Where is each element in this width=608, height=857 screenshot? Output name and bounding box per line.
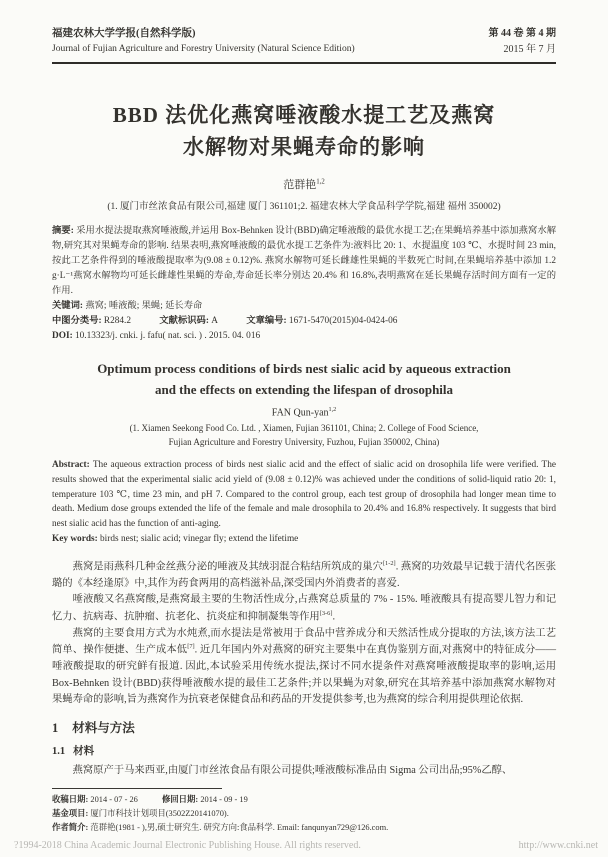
keywords-en-label: Key words:	[52, 534, 101, 545]
footnote-rule	[52, 788, 222, 789]
abstract-en-label: Abstract:	[52, 459, 93, 470]
body-paragraph-3	[52, 626, 556, 709]
abstract-cn-label: 摘要:	[52, 226, 77, 236]
fund-label: 基金项目:	[52, 809, 91, 819]
bio-label: 作者简介:	[52, 823, 91, 833]
keywords-en: birds nest; sialic acid; vinegar fly; extend the lifetime	[100, 534, 299, 545]
author-en	[52, 406, 556, 418]
section-1-1-title: 材料	[73, 745, 95, 757]
revised-date: 2014 - 09 - 19	[200, 794, 248, 804]
revised-label: 修回日期:	[161, 794, 201, 804]
keywords-en-line	[52, 532, 556, 547]
doc-code: A	[211, 316, 218, 327]
section-1-number: 1	[52, 720, 59, 735]
body-p3-citation: [7]	[187, 643, 195, 651]
article-title-cn-line2: 水解物对果蝇寿命的影响	[183, 134, 425, 159]
footnote-fund	[52, 807, 556, 821]
article-title-cn	[52, 100, 556, 163]
fund-text: 厦门市科技计划项目(3502Z20141070).	[90, 809, 229, 819]
watermark-url: http://www.cnki.net	[518, 840, 598, 851]
watermark-copyright: ?1994-2018 China Academic Journal Electronic Publishing House. All rights reserved.	[14, 840, 361, 851]
keywords-cn-label: 关键词:	[52, 301, 86, 312]
article-id: 1671-5470(2015)04-0424-06	[288, 316, 398, 327]
doc-code-label: 文献标识码:	[159, 316, 212, 327]
body-p2-text: 唾液酸又名燕窝酸,是燕窝最主要的生物活性成分,占燕窝总质量的 7% - 15%. 唾液酸具有提高婴儿智力和记忆力、抗病毒、抗肿瘤、抗老化、抗炎症和抑制凝集等作用	[52, 594, 556, 623]
article-title-en-line2: and the effects on extending the lifespan of drosophila	[154, 381, 454, 397]
issue-date: 2015 年 7 月	[503, 43, 556, 55]
doi-label: DOI:	[52, 331, 75, 342]
section-1-1-number: 1.1	[52, 745, 66, 757]
doi-line	[52, 329, 556, 344]
affiliation-cn: (1. 厦门市丝浓食品有限公司,福建 厦门 361101;2. 福建农林大学食品科学学院,福建 福州 350002)	[107, 202, 501, 212]
author-en-name: FAN Qun-yan	[271, 406, 329, 418]
body-p1-citation: [1-2]	[382, 560, 396, 568]
journal-name-en: Journal of Fujian Agriculture and Forestry University (Natural Science Edition)	[52, 44, 355, 55]
author-cn	[52, 176, 556, 192]
footnote-dates	[52, 793, 556, 807]
abstract-cn-text: 采用水提法提取燕窝唾液酸,并运用 Box-Behnken 设计(BBD)确定唾液酸的最优水提工艺;在果蝇培养基中添加燕窝水解物,研究其对果蝇寿命的影响. 结果表明,燕窝唾液酸的最优水提工艺条件为:液料比 20: 1、水提温度 103 ℃、水提时间 23 min,按此工艺条件得到的唾液酸提取率为(9.08 ± 0.12)%. 燕窝水解物可延长雌雄性果蝇的半数死亡时间,在果蝇培养基中添加 1.2 g·L⁻¹燕窝水解物均可延长雌雄性果蝇的寿命,寿命延长率分别达 20.4% 和 16.8%,表明燕窝在延长果蝇存活时间方面有一定的作用.	[52, 226, 556, 297]
classification-line	[52, 314, 556, 329]
article-id-label: 文章编号:	[246, 316, 289, 327]
section-heading-1	[52, 718, 556, 738]
article-title-cn-line1: BBD 法优化燕窝唾液酸水提工艺及燕窝	[112, 103, 496, 127]
running-head	[52, 26, 556, 64]
keywords-cn: 燕窝; 唾液酸; 果蝇; 延长寿命	[85, 301, 203, 312]
affiliation-en-line1: (1. Xiamen Seekong Food Co. Ltd. , Xiamen, Fujian 361101, China; 2. College of Food Science,	[129, 422, 479, 433]
section-1-title: 材料与方法	[72, 720, 135, 735]
abstract-en-text: The aqueous extraction process of birds nest sialic acid and the effect of sialic acid on drosophila life were verified. The results showed that the experimental sialic acid yield of (9.08 ± 0.12)% was achieved under the conditions of solid-liquid ratio 20: 1, temperature 103 ℃, time 23 min, and pH 7. Compared to the control group, each test group of drosophila had longer mean time to death. Medium dose groups extended the life of the female and male drosophila to 20.4% and 16.8% respectively. It suggests that bird nest sialic acid has the function of anti-aging.	[52, 459, 556, 530]
article-body	[52, 559, 556, 780]
abstract-cn	[52, 224, 556, 299]
clc-label: 中图分类号:	[52, 316, 104, 327]
body-paragraph-4: 燕窝原产于马来西亚,由厦门市丝浓食品有限公司提供;唾液酸标准品由 Sigma 公司出品;95%乙醇、	[72, 765, 513, 777]
affiliation-en	[52, 422, 556, 450]
doi-value: 10.13323/j. cnki. j. fafu( nat. sci. ) . 2015. 04. 016	[74, 331, 261, 342]
body-p1-text: 燕窝是雨燕科几种金丝燕分泌的唾液及其绒羽混合粘结所筑成的巢穴	[72, 561, 383, 573]
body-p2-text-cont: .	[332, 611, 336, 623]
keywords-cn-line	[52, 299, 556, 314]
body-paragraph-1	[52, 559, 556, 592]
abstract-en	[52, 458, 556, 532]
received-label: 收稿日期:	[52, 794, 91, 804]
section-heading-1-1	[52, 744, 556, 761]
running-head-right	[489, 26, 557, 57]
received-date: 2014 - 07 - 26	[90, 794, 138, 804]
affiliation-en-line2: Fujian Agriculture and Forestry University, Fuzhou, Fujian 350002, China)	[168, 436, 440, 447]
author-cn-name: 范群艳	[283, 179, 317, 191]
bio-text: 范群艳(1981 - ),男,硕士研究生. 研究方向:食品科学. Email: fanqunyan729@126.com.	[90, 823, 389, 833]
volume-issue: 第 44 卷 第 4 期	[488, 28, 556, 39]
body-p2-citation: [3-6]	[319, 609, 333, 617]
cnki-watermark	[14, 840, 598, 851]
body-p3-text-cont: . 近几年国内外对燕窝的研究主要集中在真伪鉴别方面,对燕窝中的特征成分——唾液酸提取的研究鲜有报道. 因此,本试验采用传统水提法,探讨不同水提条件对燕窝唾液酸提取率的影响,运用 Box-Behnken 设计(BBD)获得唾液酸水提的最佳工艺条件;并以果蝇为对象,研究在其培养基中添加燕窝水解物对果蝇寿命的影响,旨为燕窝作为抗衰老保健食品和药品的开发提供参考,也为燕窝的综合利用提供理论依据.	[52, 644, 556, 706]
journal-name-cn: 福建农林大学学报(自然科学版)	[52, 28, 196, 40]
footnotes	[52, 793, 556, 836]
clc-number: R284.2	[103, 316, 132, 327]
author-en-sup: 1,2	[328, 405, 337, 413]
article-title-en	[52, 359, 556, 399]
body-p1-text-cont: . 燕窝的功效最早记载于清代名医张璐的《本经逢原》中,其作为药食两用的高档滋补品,深受国内外消费者的喜爱.	[52, 561, 557, 589]
running-head-left	[52, 26, 355, 57]
author-cn-sup: 1,2	[316, 178, 325, 186]
footnote-bio	[52, 821, 556, 835]
body-p3-text: 燕窝的主要食用方式为水炖煮,而水提法是常被用于食品中营养成分和天然活性成分提取的方法,该方法工艺简单、操作便捷、生产成本低	[52, 627, 556, 656]
article-title-en-line1: Optimum process conditions of birds nest sialic acid by aqueous extraction	[97, 361, 511, 377]
body-paragraph-2	[52, 592, 556, 625]
